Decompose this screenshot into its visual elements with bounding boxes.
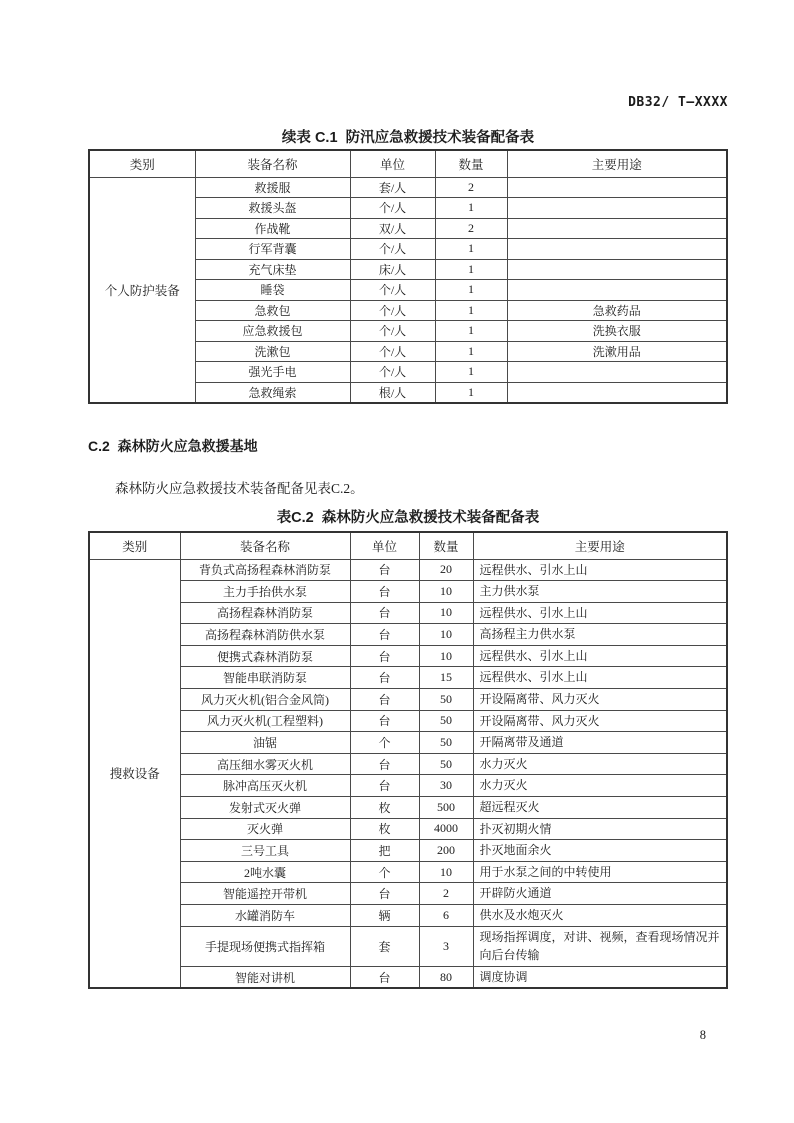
cell-unit: 台	[350, 559, 419, 581]
table-row	[89, 689, 727, 711]
cell-name: 急救包	[195, 300, 350, 321]
cell-qty: 10	[419, 581, 473, 603]
cell-qty: 10	[419, 861, 473, 883]
cell-qty: 1	[435, 259, 507, 280]
column-header: 单位	[350, 150, 435, 177]
table-row	[89, 602, 727, 624]
cell-use: 现场指挥调度，对讲、视频，查看现场情况并向后台传输	[473, 926, 727, 966]
table-row	[89, 840, 727, 862]
table-row	[89, 559, 727, 581]
column-header: 主要用途	[507, 150, 727, 177]
cell-qty: 10	[419, 624, 473, 646]
cell-use	[507, 362, 727, 383]
table-row	[89, 861, 727, 883]
cell-use: 调度协调	[473, 966, 727, 988]
equipment-table-c2	[88, 531, 728, 989]
cell-unit: 根/人	[350, 382, 435, 403]
cell-use: 开辟防火通道	[473, 883, 727, 905]
cell-use: 开设隔离带、风力灭火	[473, 689, 727, 711]
cell-qty: 15	[419, 667, 473, 689]
cell-name: 救援头盔	[195, 198, 350, 219]
cell-use	[507, 280, 727, 301]
cell-unit: 枚	[350, 818, 419, 840]
table-row	[89, 966, 727, 988]
table-row	[89, 818, 727, 840]
equipment-table-c1	[88, 149, 728, 404]
cell-unit: 床/人	[350, 259, 435, 280]
table-row	[89, 645, 727, 667]
cell-qty: 1	[435, 321, 507, 342]
cell-unit: 台	[350, 966, 419, 988]
cell-use	[507, 382, 727, 403]
cell-unit: 个	[350, 732, 419, 754]
cell-qty: 50	[419, 689, 473, 711]
cell-name: 高扬程森林消防泵	[180, 602, 350, 624]
cell-name: 作战靴	[195, 218, 350, 239]
cell-qty: 2	[435, 218, 507, 239]
table-row	[89, 667, 727, 689]
document-number: DB32/ T—XXXX	[628, 95, 728, 110]
cell-name: 洗漱包	[195, 341, 350, 362]
cell-qty: 1	[435, 341, 507, 362]
cell-name: 2吨水囊	[180, 861, 350, 883]
cell-name: 行军背囊	[195, 239, 350, 260]
cell-qty: 500	[419, 797, 473, 819]
cell-name: 背负式高扬程森林消防泵	[180, 559, 350, 581]
body-paragraph: 森林防火应急救援技术装备配备见表C.2。	[115, 481, 364, 496]
cell-qty: 1	[435, 198, 507, 219]
column-header: 装备名称	[195, 150, 350, 177]
cell-name: 高压细水雾灭火机	[180, 753, 350, 775]
column-header: 类别	[89, 532, 180, 559]
cell-qty: 1	[435, 300, 507, 321]
table-row	[89, 581, 727, 603]
cell-name: 睡袋	[195, 280, 350, 301]
column-header: 数量	[419, 532, 473, 559]
cell-name: 智能遥控开带机	[180, 883, 350, 905]
cell-qty: 1	[435, 239, 507, 260]
cell-qty: 2	[435, 177, 507, 198]
cell-unit: 个	[350, 861, 419, 883]
cell-use: 洗换衣服	[507, 321, 727, 342]
cell-unit: 双/人	[350, 218, 435, 239]
cell-use: 用于水泵之间的中转使用	[473, 861, 727, 883]
cell-use	[507, 177, 727, 198]
cell-unit: 个/人	[350, 300, 435, 321]
cell-qty: 1	[435, 382, 507, 403]
cell-unit: 个/人	[350, 198, 435, 219]
cell-unit: 辆	[350, 905, 419, 927]
cell-unit: 台	[350, 883, 419, 905]
table-row	[89, 905, 727, 927]
cell-use: 高扬程主力供水泵	[473, 624, 727, 646]
cell-unit: 个/人	[350, 239, 435, 260]
table-c1-title: 续表 C.1 防汛应急救援技术装备配备表	[281, 130, 535, 146]
cell-unit: 个/人	[350, 321, 435, 342]
cell-name: 便携式森林消防泵	[180, 645, 350, 667]
cell-name: 三号工具	[180, 840, 350, 862]
cell-use: 开设隔离带、风力灭火	[473, 710, 727, 732]
cell-use: 水力灭火	[473, 753, 727, 775]
cell-use	[507, 218, 727, 239]
cell-name: 风力灭火机(铝合金风筒)	[180, 689, 350, 711]
cell-unit: 枚	[350, 797, 419, 819]
cell-name: 智能对讲机	[180, 966, 350, 988]
cell-qty: 2	[419, 883, 473, 905]
cell-use: 扑灭初期火情	[473, 818, 727, 840]
cell-unit: 台	[350, 775, 419, 797]
cell-unit: 台	[350, 624, 419, 646]
cell-qty: 1	[435, 362, 507, 383]
cell-use	[507, 239, 727, 260]
cell-name: 油锯	[180, 732, 350, 754]
cell-use: 供水及水炮灭火	[473, 905, 727, 927]
column-header: 单位	[350, 532, 419, 559]
table-header-row	[89, 532, 727, 559]
cell-qty: 50	[419, 732, 473, 754]
column-header: 主要用途	[473, 532, 727, 559]
column-header: 数量	[435, 150, 507, 177]
table-header-row	[89, 150, 727, 177]
cell-use: 水力灭火	[473, 775, 727, 797]
cell-name: 智能串联消防泵	[180, 667, 350, 689]
cell-use: 开隔离带及通道	[473, 732, 727, 754]
cell-qty: 30	[419, 775, 473, 797]
cell-unit: 个/人	[350, 280, 435, 301]
cell-unit: 台	[350, 689, 419, 711]
cell-qty: 10	[419, 645, 473, 667]
cell-name: 灭火弹	[180, 818, 350, 840]
cell-name: 脉冲高压灭火机	[180, 775, 350, 797]
cell-qty: 4000	[419, 818, 473, 840]
section-heading-c2: C.2 森林防火应急救援基地	[88, 438, 258, 454]
cell-name: 救援服	[195, 177, 350, 198]
category-cell: 搜救设备	[89, 559, 180, 988]
table-row	[89, 624, 727, 646]
cell-use: 洗漱用品	[507, 341, 727, 362]
table-row	[89, 177, 727, 198]
cell-name: 水罐消防车	[180, 905, 350, 927]
cell-use: 急救药品	[507, 300, 727, 321]
page-number: 8	[699, 1028, 706, 1042]
cell-use: 远程供水、引水上山	[473, 645, 727, 667]
cell-qty: 3	[419, 926, 473, 966]
cell-unit: 台	[350, 753, 419, 775]
cell-name: 高扬程森林消防供水泵	[180, 624, 350, 646]
cell-unit: 把	[350, 840, 419, 862]
cell-unit: 台	[350, 602, 419, 624]
cell-unit: 台	[350, 581, 419, 603]
cell-qty: 20	[419, 559, 473, 581]
category-cell: 个人防护装备	[89, 177, 195, 403]
column-header: 类别	[89, 150, 195, 177]
cell-unit: 台	[350, 710, 419, 732]
cell-unit: 套/人	[350, 177, 435, 198]
cell-use: 远程供水、引水上山	[473, 602, 727, 624]
cell-qty: 50	[419, 753, 473, 775]
cell-use: 主力供水泵	[473, 581, 727, 603]
cell-name: 手提现场便携式指挥箱	[180, 926, 350, 966]
cell-use	[507, 198, 727, 219]
table-row	[89, 883, 727, 905]
cell-unit: 台	[350, 645, 419, 667]
cell-name: 强光手电	[195, 362, 350, 383]
cell-unit: 个/人	[350, 362, 435, 383]
cell-use: 远程供水、引水上山	[473, 667, 727, 689]
cell-use: 扑灭地面余火	[473, 840, 727, 862]
table-c2-title: 表C.2 森林防火应急救援技术装备配备表	[276, 510, 540, 526]
cell-use: 远程供水、引水上山	[473, 559, 727, 581]
cell-use	[507, 259, 727, 280]
table-row	[89, 710, 727, 732]
cell-name: 风力灭火机(工程塑料)	[180, 710, 350, 732]
table-row	[89, 775, 727, 797]
cell-qty: 10	[419, 602, 473, 624]
table-row	[89, 753, 727, 775]
cell-qty: 80	[419, 966, 473, 988]
table-row	[89, 926, 727, 966]
cell-qty: 1	[435, 280, 507, 301]
cell-unit: 套	[350, 926, 419, 966]
cell-qty: 6	[419, 905, 473, 927]
cell-name: 主力手抬供水泵	[180, 581, 350, 603]
cell-name: 充气床垫	[195, 259, 350, 280]
table-row	[89, 732, 727, 754]
cell-qty: 200	[419, 840, 473, 862]
cell-qty: 50	[419, 710, 473, 732]
cell-name: 发射式灭火弹	[180, 797, 350, 819]
cell-unit: 个/人	[350, 341, 435, 362]
cell-name: 应急救援包	[195, 321, 350, 342]
cell-name: 急救绳索	[195, 382, 350, 403]
column-header: 装备名称	[180, 532, 350, 559]
cell-unit: 台	[350, 667, 419, 689]
cell-use: 超远程灭火	[473, 797, 727, 819]
table-row	[89, 797, 727, 819]
